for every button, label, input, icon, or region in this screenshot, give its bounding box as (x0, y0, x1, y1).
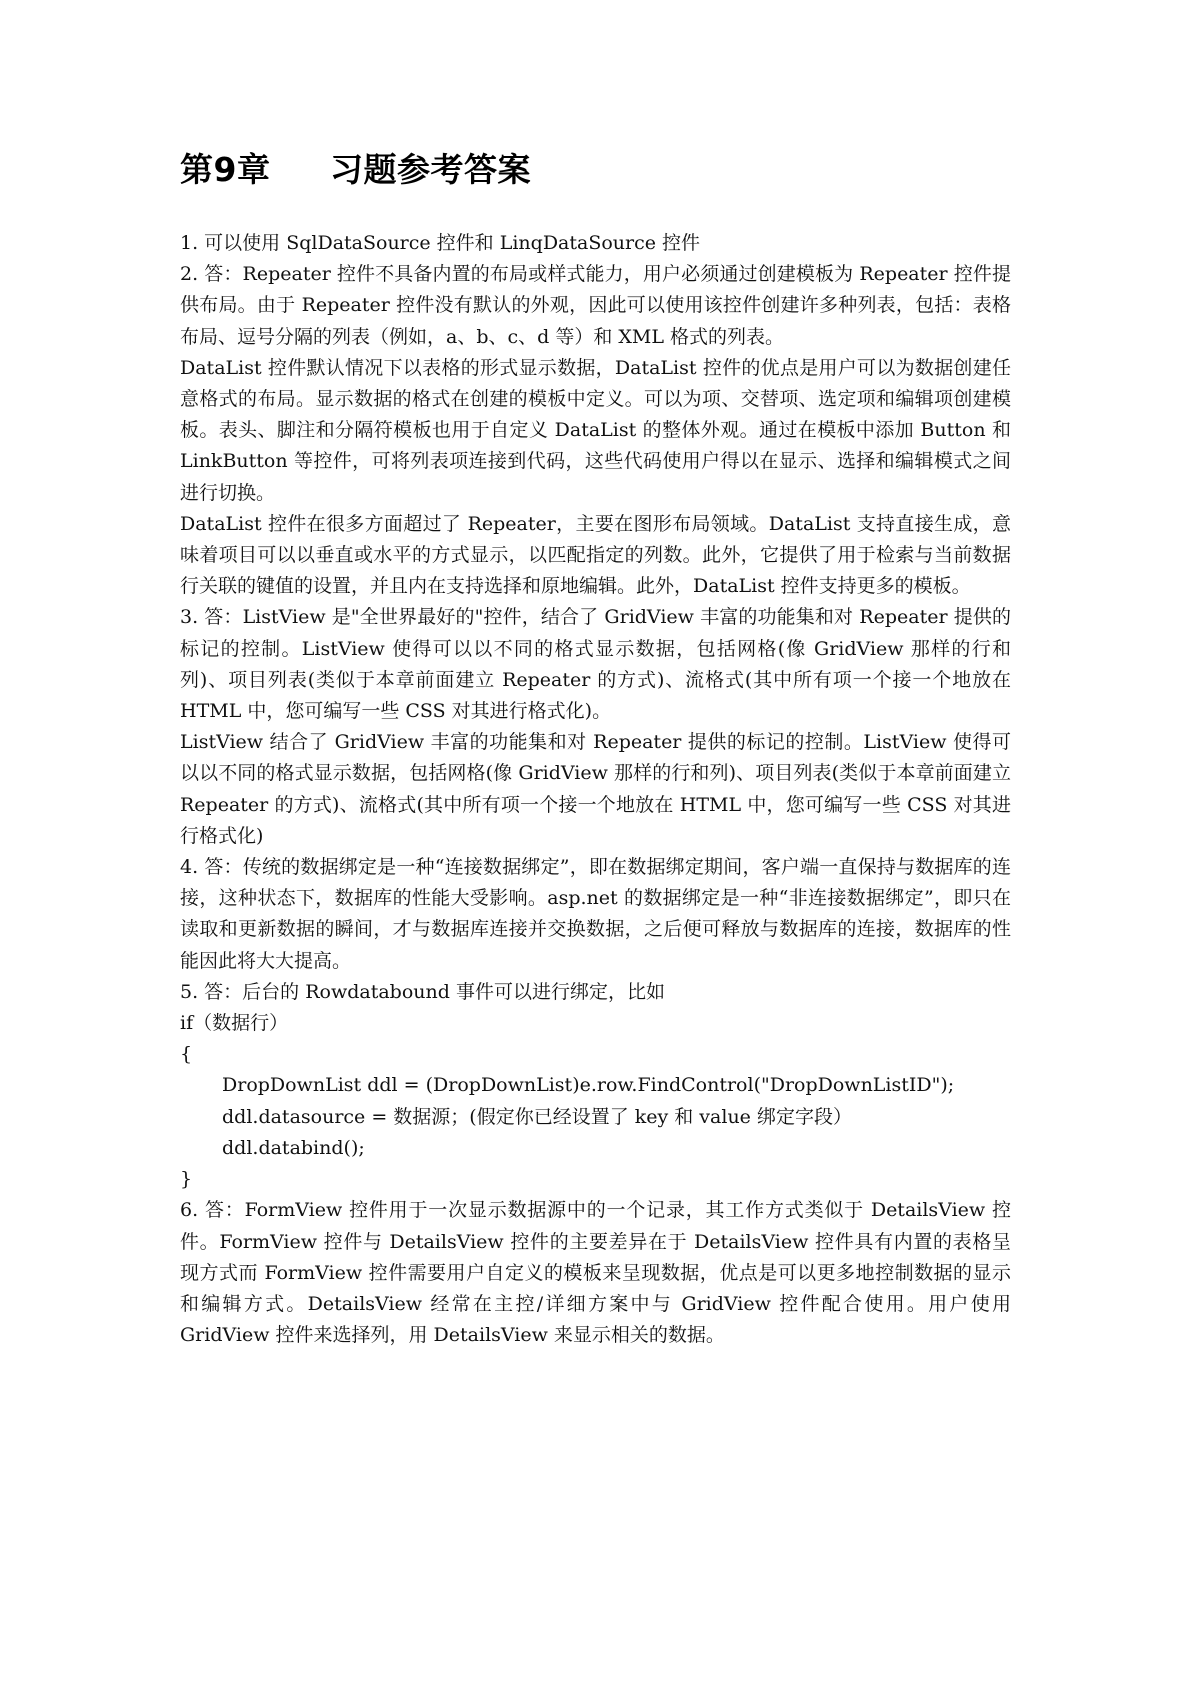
chapter-number: 第9章 (180, 150, 271, 189)
answer-6: 6. 答：FormView 控件用于一次显示数据源中的一个记录，其工作方式类似于 DetailsView 控件。FormView 控件与 DetailsView 控件的主要差异在于 DetailsView 控件具有内置的表格呈现方式而 FormView 控件需要用户自定义的模板来呈现数据，优点是可以更多地控制数据的显示和编辑方式。DetailsView 经常在主控/详细方案中与 GridView 控件配合使用。用户使用 GridView 控件来选择列，用 DetailsView 来显示相关的数据。 (180, 1199, 1011, 1347)
answer-2-datalist-advantages-paragraph: DataList 控件在很多方面超过了 Repeater，主要在图形布局领域。DataList 支持直接生成，意味着项目可以以垂直或水平的方式显示，以匹配指定的列数。此外，它提供了用于检索与当前数据行关联的键值的设置，并且内在支持选择和原地编辑。此外，DataList 控件支持更多的模板。 (180, 512, 1011, 598)
answer-5: 5. 答：后台的 Rowdatabound 事件可以进行绑定，比如 (180, 980, 665, 1003)
answer-4: 4. 答：传统的数据绑定是一种“连接数据绑定”，即在数据绑定期间，客户端一直保持与数据库的连接，这种状态下，数据库的性能大受影响。asp.net 的数据绑定是一种“非连接数据绑定”，即只在读取和更新数据的瞬间，才与数据库连接并交换数据，之后便可释放与数据库的连接，数据库的性能因此将大大提高。 (180, 856, 1011, 972)
answer-1: 1. 可以使用 SqlDataSource 控件和 LinqDataSource 控件 (180, 232, 701, 254)
chapter-title (180, 150, 531, 190)
answer-3: 3. 答：ListView 是"全世界最好的"控件，结合了 GridView 丰富的功能集和对 Repeater 提供的标记的控制。ListView 使得可以以不同的格式显示数据，包括网格(像 GridView 那样的行和列)、项目列表(类似于本章前面建立 Repeater 的方式)、流格式(其中所有项一个接一个地放在 HTML 中，您可编写一些 CSS 对其进行格式化)。 (180, 606, 1011, 723)
answer-2: 2. 答：Repeater 控件不具备内置的布局或样式能力，用户必须通过创建模板为 Repeater 控件提供布局。由于 Repeater 控件没有默认的外观，因此可以使用该控件创建许多种列表，包括：表格布局、逗号分隔的列表（例如，a、b、c、d 等）和 XML 格式的列表。 (180, 263, 1011, 348)
code-if-line: if（数据行） (180, 1012, 289, 1035)
chapter-heading: 习题参考答案 (330, 150, 531, 189)
code-open-brace: { (180, 1043, 193, 1066)
code-close-brace: } (180, 1168, 193, 1191)
code-line-1: DropDownList ddl = (DropDownList)e.row.FindControl("DropDownListID"); (222, 1074, 955, 1097)
answer-2-datalist-paragraph: DataList 控件默认情况下以表格的形式显示数据，DataList 控件的优点是用户可以为数据创建任意格式的布局。显示数据的格式在创建的模板中定义。可以为项、交替项、选定项和编辑项创建模板。表头、脚注和分隔符模板也用于自定义 DataList 的整体外观。通过在模板中添加 Button 和 LinkButton 等控件，可将列表项连接到代码，这些代码使用户得以在显示、选择和编辑模式之间进行切换。 (180, 356, 1011, 504)
answers-body (180, 228, 1011, 1351)
code-line-3: ddl.databind(); (222, 1136, 365, 1159)
code-line-2: ddl.datasource = 数据源；(假定你已经设置了 key 和 value 绑定字段） (222, 1105, 852, 1128)
answer-3-listview-paragraph: ListView 结合了 GridView 丰富的功能集和对 Repeater 提供的标记的控制。ListView 使得可以以不同的格式显示数据，包括网格(像 GridView 那样的行和列)、项目列表(类似于本章前面建立 Repeater 的方式)、流格式(其中所有项一个接一个地放在 HTML 中，您可编写一些 CSS 对其进行格式化) (180, 731, 1011, 847)
